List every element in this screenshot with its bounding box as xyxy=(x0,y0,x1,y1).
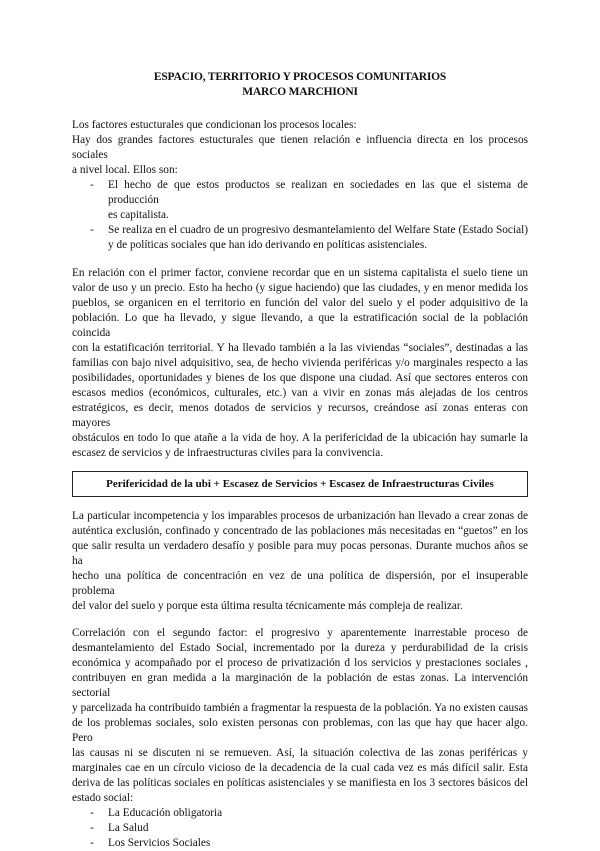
title-line-1: ESPACIO, TERRITORIO Y PROCESOS COMUNITARIOS xyxy=(153,71,447,83)
list-item-line: Se realiza en el cuadro de un progresivo desmantelamiento del Welfare State (Estado Social) xyxy=(108,224,528,236)
bullet-dash: - xyxy=(90,837,94,849)
list-item-line: El hecho de que estos productos se realizan en sociedades en las que el sistema de producción xyxy=(108,179,528,206)
paragraph-line: marginales cae en un círculo vicioso de la decadencia de la cual cada vez es más difícil salir. Esta xyxy=(72,762,528,774)
paragraph-line: auténtica exclusión, confinado y concentrado de las poblaciones más necesitadas en “guetos” en los xyxy=(72,525,528,537)
paragraph-line: posibilidades, oportunidades y bienes de los que dispone una ciudad. Así que sectores enteros con xyxy=(72,372,528,384)
list-item-label: La Educación obligatoria xyxy=(108,807,223,819)
list-item xyxy=(72,223,528,253)
paragraph-line: estratégicos, es decir, menos dotados de servicios y recursos, creándose así zonas enteras con mayores xyxy=(72,402,528,429)
paragraph-line: deriva de las políticas sociales en políticas asistenciales y se manifiesta en los 3 sectores básicos del xyxy=(72,777,528,789)
paragraph-line: que salir resulta un verdadero desafío y posible para muy pocas personas. Durante muchos años se ha xyxy=(72,540,528,567)
highlight-box: Perifericidad de la ubi + Escasez de Servicios + Escasez de Infraestructuras Civiles xyxy=(72,471,528,497)
bullet-dash: - xyxy=(90,807,94,819)
list-item-label: Los Servicios Sociales xyxy=(108,837,211,849)
paragraph-line: las causas ni se discuten ni se remueven. Así, la situación colectiva de las zonas periféricas y xyxy=(72,747,528,759)
paragraph-line: familias con bajo nivel adquisitivo, sea, de hecho vivienda periféricas y/o marginales respecto a las xyxy=(72,357,528,369)
intro-section xyxy=(72,118,528,253)
paragraph-line: con la estatificación territorial. Y ha llevado también a la las viviendas “sociales”, destinadas a las xyxy=(72,342,528,354)
paragraph-line: y parcelizada ha contribuido también a fragmentar la respuesta de la población. Ya no existen causas xyxy=(72,702,528,714)
list-item-line: y de políticas sociales que han ido derivando en políticas asistenciales. xyxy=(108,239,428,251)
paragraph-line: desmantelamiento del Estado Social, incrementado por la dureza y perdurabilidad de la crisis xyxy=(72,642,528,654)
list-item xyxy=(72,836,528,851)
document-page xyxy=(72,70,528,851)
paragraph-line: Correlación con el segundo factor: el progresivo y aparentemente inarrestable proceso de xyxy=(72,627,528,639)
paragraph-first-factor xyxy=(72,266,528,461)
paragraph-line: población. Lo que ha llevado, y sigue llevando, a que la estratificación social de la población coincida xyxy=(72,312,528,339)
paragraph-line: del valor del suelo y porque esta última resulta técnicamente más compleja de realizar. xyxy=(72,600,463,612)
list-item-line: es capitalista. xyxy=(108,209,169,221)
paragraph-line: escasez de servicios y de infraestructuras civiles para la convivencia. xyxy=(72,447,384,459)
paragraph-line: estado social: xyxy=(72,792,134,804)
sectors-list xyxy=(72,806,528,851)
paragraph-line: obstáculos en todo lo que atañe a la vida de hoy. A la perifericidad de la ubicación hay sumarle la xyxy=(72,432,528,444)
intro-line: Hay dos grandes factores estucturales que tienen relación e influencia directa en los procesos sociales xyxy=(72,134,528,161)
paragraph-line: En relación con el primer factor, conviene recordar que en un sistema capitalista el suelo tiene un xyxy=(72,267,528,279)
paragraph-line: de los problemas sociales, solo existen personas con problemas, con las que hay que hacer algo. Pero xyxy=(72,717,528,744)
paragraph-line: valor de uso y un precio. Esto ha hecho (y sigue haciendo) que las ciudades, y en menor medida los xyxy=(72,282,528,294)
paragraph-line: hecho una política de concentración en vez de una política de dispersión, por el insuperable problema xyxy=(72,570,528,597)
paragraph-second-factor xyxy=(72,626,528,806)
bullet-dash: - xyxy=(90,224,94,236)
paragraph-line: pueblos, se organicen en el territorio en función del valor del suelo y el poder adquisitivo de la xyxy=(72,297,528,309)
document-title xyxy=(72,70,528,100)
bullet-dash: - xyxy=(90,179,94,191)
paragraph-line: La particular incompetencia y los imparables procesos de urbanización han llevado a crear zonas de xyxy=(72,510,528,522)
list-item xyxy=(72,178,528,223)
intro-line: Los factores estucturales que condicionan los procesos locales: xyxy=(72,119,357,131)
title-author: MARCO MARCHIONI xyxy=(242,86,358,98)
bullet-dash: - xyxy=(90,822,94,834)
paragraph-urbanization xyxy=(72,509,528,614)
paragraph-line: económica y acompañado por el proceso de privatización d los servicios y prestaciones sociales , xyxy=(72,657,528,669)
list-item xyxy=(72,806,528,821)
paragraph-line: contribuyen en gran medida a la marginación de la población de estas zonas. La intervención sectorial xyxy=(72,672,528,699)
list-item xyxy=(72,821,528,836)
list-item-label: La Salud xyxy=(108,822,149,834)
paragraph-line: escasos medios (económicos, culturales, etc.) van a vivir en zonas más alejadas de los centros xyxy=(72,387,528,399)
intro-line: a nivel local. Ellos son: xyxy=(72,164,178,176)
